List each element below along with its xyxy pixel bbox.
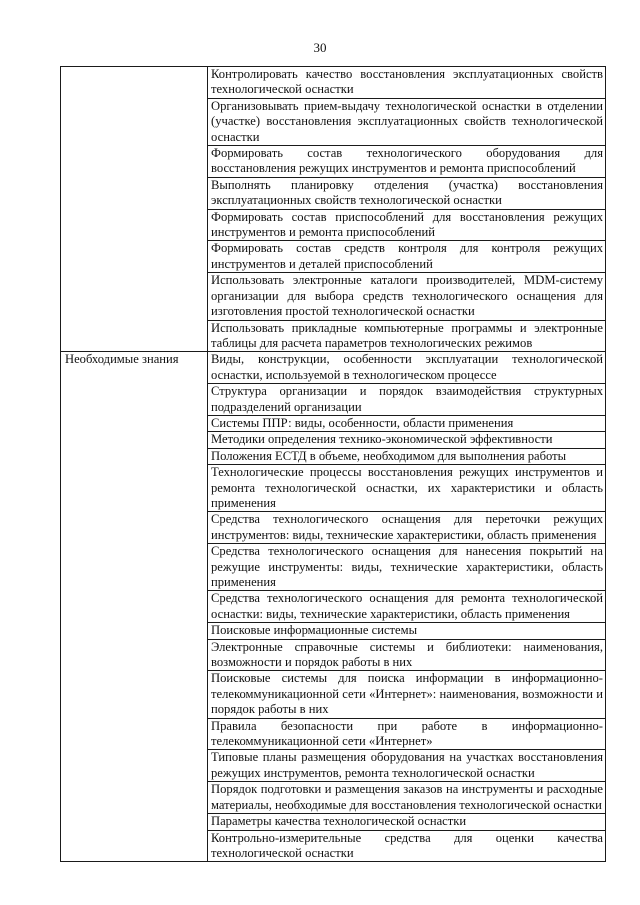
table-row <box>61 67 606 99</box>
knowledge-item: Правила безопасности при работе в информационно-телекоммуникационной сети «Интернет» <box>208 718 606 750</box>
knowledge-item: Технологические процессы восстановления режущих инструментов и ремонта технологической оснастки, их характеристики и область применения <box>208 465 606 512</box>
knowledge-item: Типовые планы размещения оборудования на участках восстановления режущих инструментов, ремонта технологической оснастки <box>208 750 606 782</box>
skill-item: Формировать состав технологического оборудования для восстановления режущих инструментов и ремонта приспособлений <box>208 146 606 178</box>
knowledge-item: Поисковые информационные системы <box>208 623 606 639</box>
knowledge-item: Поисковые системы для поиска информации в информационно-телекоммуникационной сети «Интернет»: наименования, возможности и порядок работы в них <box>208 671 606 718</box>
knowledge-item: Виды, конструкции, особенности эксплуатации технологической оснастки, используемой в технологическом процессе <box>208 352 606 384</box>
knowledge-item: Положения ЕСТД в объеме, необходимом для выполнения работы <box>208 448 606 464</box>
knowledge-item: Средства технологического оснащения для переточки режущих инструментов: виды, технические характеристики, область применения <box>208 512 606 544</box>
skill-item: Формировать состав приспособлений для восстановления режущих инструментов и ремонта приспособлений <box>208 209 606 241</box>
page-number: 30 <box>313 40 327 55</box>
skill-item: Контролировать качество восстановления эксплуатационных свойств технологической оснастки <box>208 67 606 99</box>
knowledge-item: Электронные справочные системы и библиотеки: наименования, возможности и порядок работы в них <box>208 639 606 671</box>
knowledge-item: Параметры качества технологической оснастки <box>208 814 606 830</box>
requirements-table <box>60 66 606 862</box>
skill-item: Организовывать прием-выдачу технологической оснастки в отделении (участке) восстановления эксплуатационных свойств технологической оснастки <box>208 98 606 145</box>
knowledge-item: Контрольно-измерительные средства для оценки качества технологической оснастки <box>208 830 606 862</box>
skill-item: Использовать прикладные компьютерные программы и электронные таблицы для расчета параметров технологических режимов <box>208 320 606 352</box>
skill-item: Выполнять планировку отделения (участка) восстановления эксплуатационных свойств технологической оснастки <box>208 177 606 209</box>
requirements-table-body <box>61 67 606 862</box>
skills-label-cell <box>61 67 208 352</box>
skill-item: Формировать состав средств контроля для контроля режущих инструментов и деталей приспособлений <box>208 241 606 273</box>
knowledge-item: Средства технологического оснащения для ремонта технологической оснастки: виды, технические характеристики, область применения <box>208 591 606 623</box>
knowledge-item: Структура организации и порядок взаимодействия структурных подразделений организации <box>208 384 606 416</box>
knowledge-label: Необходимые знания <box>61 352 208 862</box>
skill-item: Использовать электронные каталоги производителей, MDM-систему организации для выбора средств технологического оснащения для изготовления простой технологической оснастки <box>208 273 606 320</box>
table-row <box>61 352 606 384</box>
knowledge-item: Средства технологического оснащения для нанесения покрытий на режущие инструменты: виды, технические характеристики, область применения <box>208 544 606 591</box>
knowledge-item: Системы ППР: виды, особенности, области применения <box>208 415 606 431</box>
knowledge-item: Методики определения технико-экономической эффективности <box>208 432 606 448</box>
knowledge-item: Порядок подготовки и размещения заказов на инструменты и расходные материалы, необходимые для восстановления технологической оснастки <box>208 782 606 814</box>
